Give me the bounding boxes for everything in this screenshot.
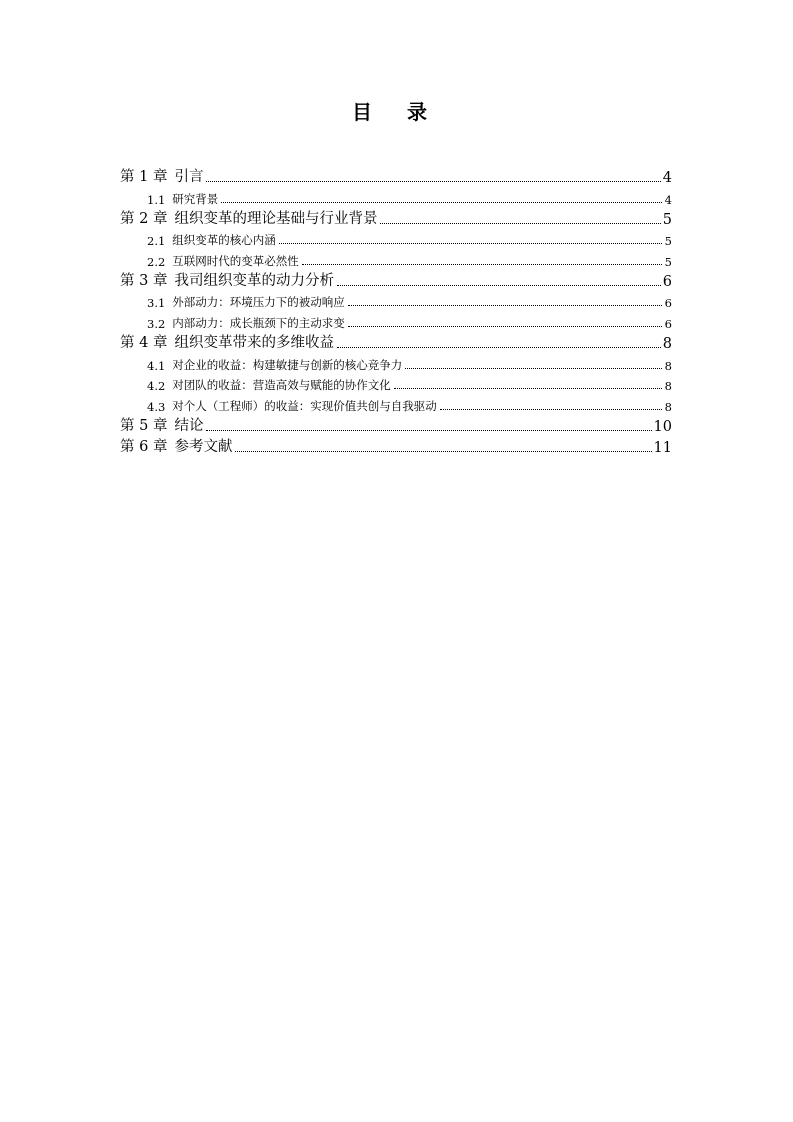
entry-number: 2.2	[147, 254, 166, 269]
entry-page-number: 4	[662, 170, 672, 186]
entry-number: 第 6 章	[120, 438, 168, 455]
entry-title: 研究背景	[172, 191, 219, 206]
dot-leader	[221, 202, 662, 203]
entry-page-number: 5	[662, 211, 672, 228]
entry-number: 3.1	[147, 296, 166, 311]
entry-title: 组织变革带来的多维收益	[174, 334, 334, 351]
entry-page-number: 8	[662, 335, 672, 352]
entry-number: 第 1 章	[120, 169, 168, 185]
toc-section-entry[interactable]	[120, 352, 672, 373]
toc-section-entry[interactable]	[120, 248, 672, 269]
entry-title: 内部动力：成长瓶颈下的主动求变	[172, 315, 345, 330]
toc-chapter-entry[interactable]	[120, 435, 672, 456]
entry-page-number: 8	[664, 379, 672, 394]
entry-page-number: 10	[653, 418, 672, 435]
toc-chapter-entry[interactable]	[120, 414, 672, 435]
entry-page-number: 8	[664, 399, 672, 414]
entry-title: 对个人（工程师）的收益：实现价值共创与自我驱动	[172, 398, 437, 413]
dot-leader	[235, 451, 651, 452]
toc-chapter-entry[interactable]	[120, 207, 672, 228]
entry-title: 参考文献	[174, 438, 233, 455]
entry-number: 4.1	[147, 358, 166, 373]
dot-leader	[348, 305, 662, 306]
dot-leader	[348, 326, 662, 327]
dot-leader	[302, 264, 662, 265]
entry-number: 第 2 章	[120, 210, 168, 227]
toc-section-entry[interactable]	[120, 228, 672, 249]
entry-title: 我司组织变革的动力分析	[174, 272, 334, 289]
dot-leader	[337, 285, 661, 286]
dot-leader	[337, 347, 661, 348]
entry-title: 对团队的收益：营造高效与赋能的协作文化	[172, 378, 391, 393]
toc-section-entry[interactable]	[120, 186, 672, 207]
toc-section-entry[interactable]	[120, 373, 672, 394]
dot-leader	[206, 181, 660, 182]
entry-title: 互联网时代的变革必然性	[172, 253, 299, 268]
entry-title: 结论	[174, 417, 204, 434]
toc-chapter-entry[interactable]	[120, 331, 672, 352]
dot-leader	[405, 368, 662, 369]
entry-page-number: 11	[653, 439, 672, 456]
entry-page-number: 6	[664, 316, 672, 331]
dot-leader	[279, 243, 662, 244]
toc-section-entry[interactable]	[120, 393, 672, 414]
entry-number: 2.1	[147, 234, 166, 249]
dot-leader	[206, 430, 651, 431]
entry-number: 3.2	[147, 316, 166, 331]
toc-section-entry[interactable]	[120, 310, 672, 331]
entry-page-number: 8	[664, 358, 672, 373]
entry-number: 第 5 章	[120, 417, 168, 434]
entry-title: 组织变革的核心内涵	[172, 233, 276, 248]
toc-title: 目 录	[352, 100, 441, 124]
entry-title: 外部动力：环境压力下的被动响应	[172, 295, 345, 310]
entry-title: 引言	[174, 169, 204, 185]
dot-leader	[440, 409, 662, 410]
entry-title: 组织变革的理论基础与行业背景	[174, 210, 378, 227]
entry-number: 4.3	[147, 399, 166, 414]
entry-page-number: 6	[664, 296, 672, 311]
entry-number: 1.1	[147, 192, 166, 207]
entry-title: 对企业的收益：构建敏捷与创新的核心竞争力	[172, 357, 403, 372]
entry-number: 4.2	[147, 379, 166, 394]
dot-leader	[380, 223, 660, 224]
entry-number: 第 4 章	[120, 334, 168, 351]
entry-page-number: 4	[664, 192, 672, 207]
toc-chapter-entry[interactable]	[120, 165, 672, 186]
entry-page-number: 5	[664, 254, 672, 269]
entry-page-number: 6	[662, 273, 672, 290]
table-of-contents	[120, 165, 672, 456]
toc-section-entry[interactable]	[120, 290, 672, 311]
toc-chapter-entry[interactable]	[120, 269, 672, 290]
entry-number: 第 3 章	[120, 272, 168, 289]
entry-page-number: 5	[664, 234, 672, 249]
dot-leader	[394, 388, 662, 389]
